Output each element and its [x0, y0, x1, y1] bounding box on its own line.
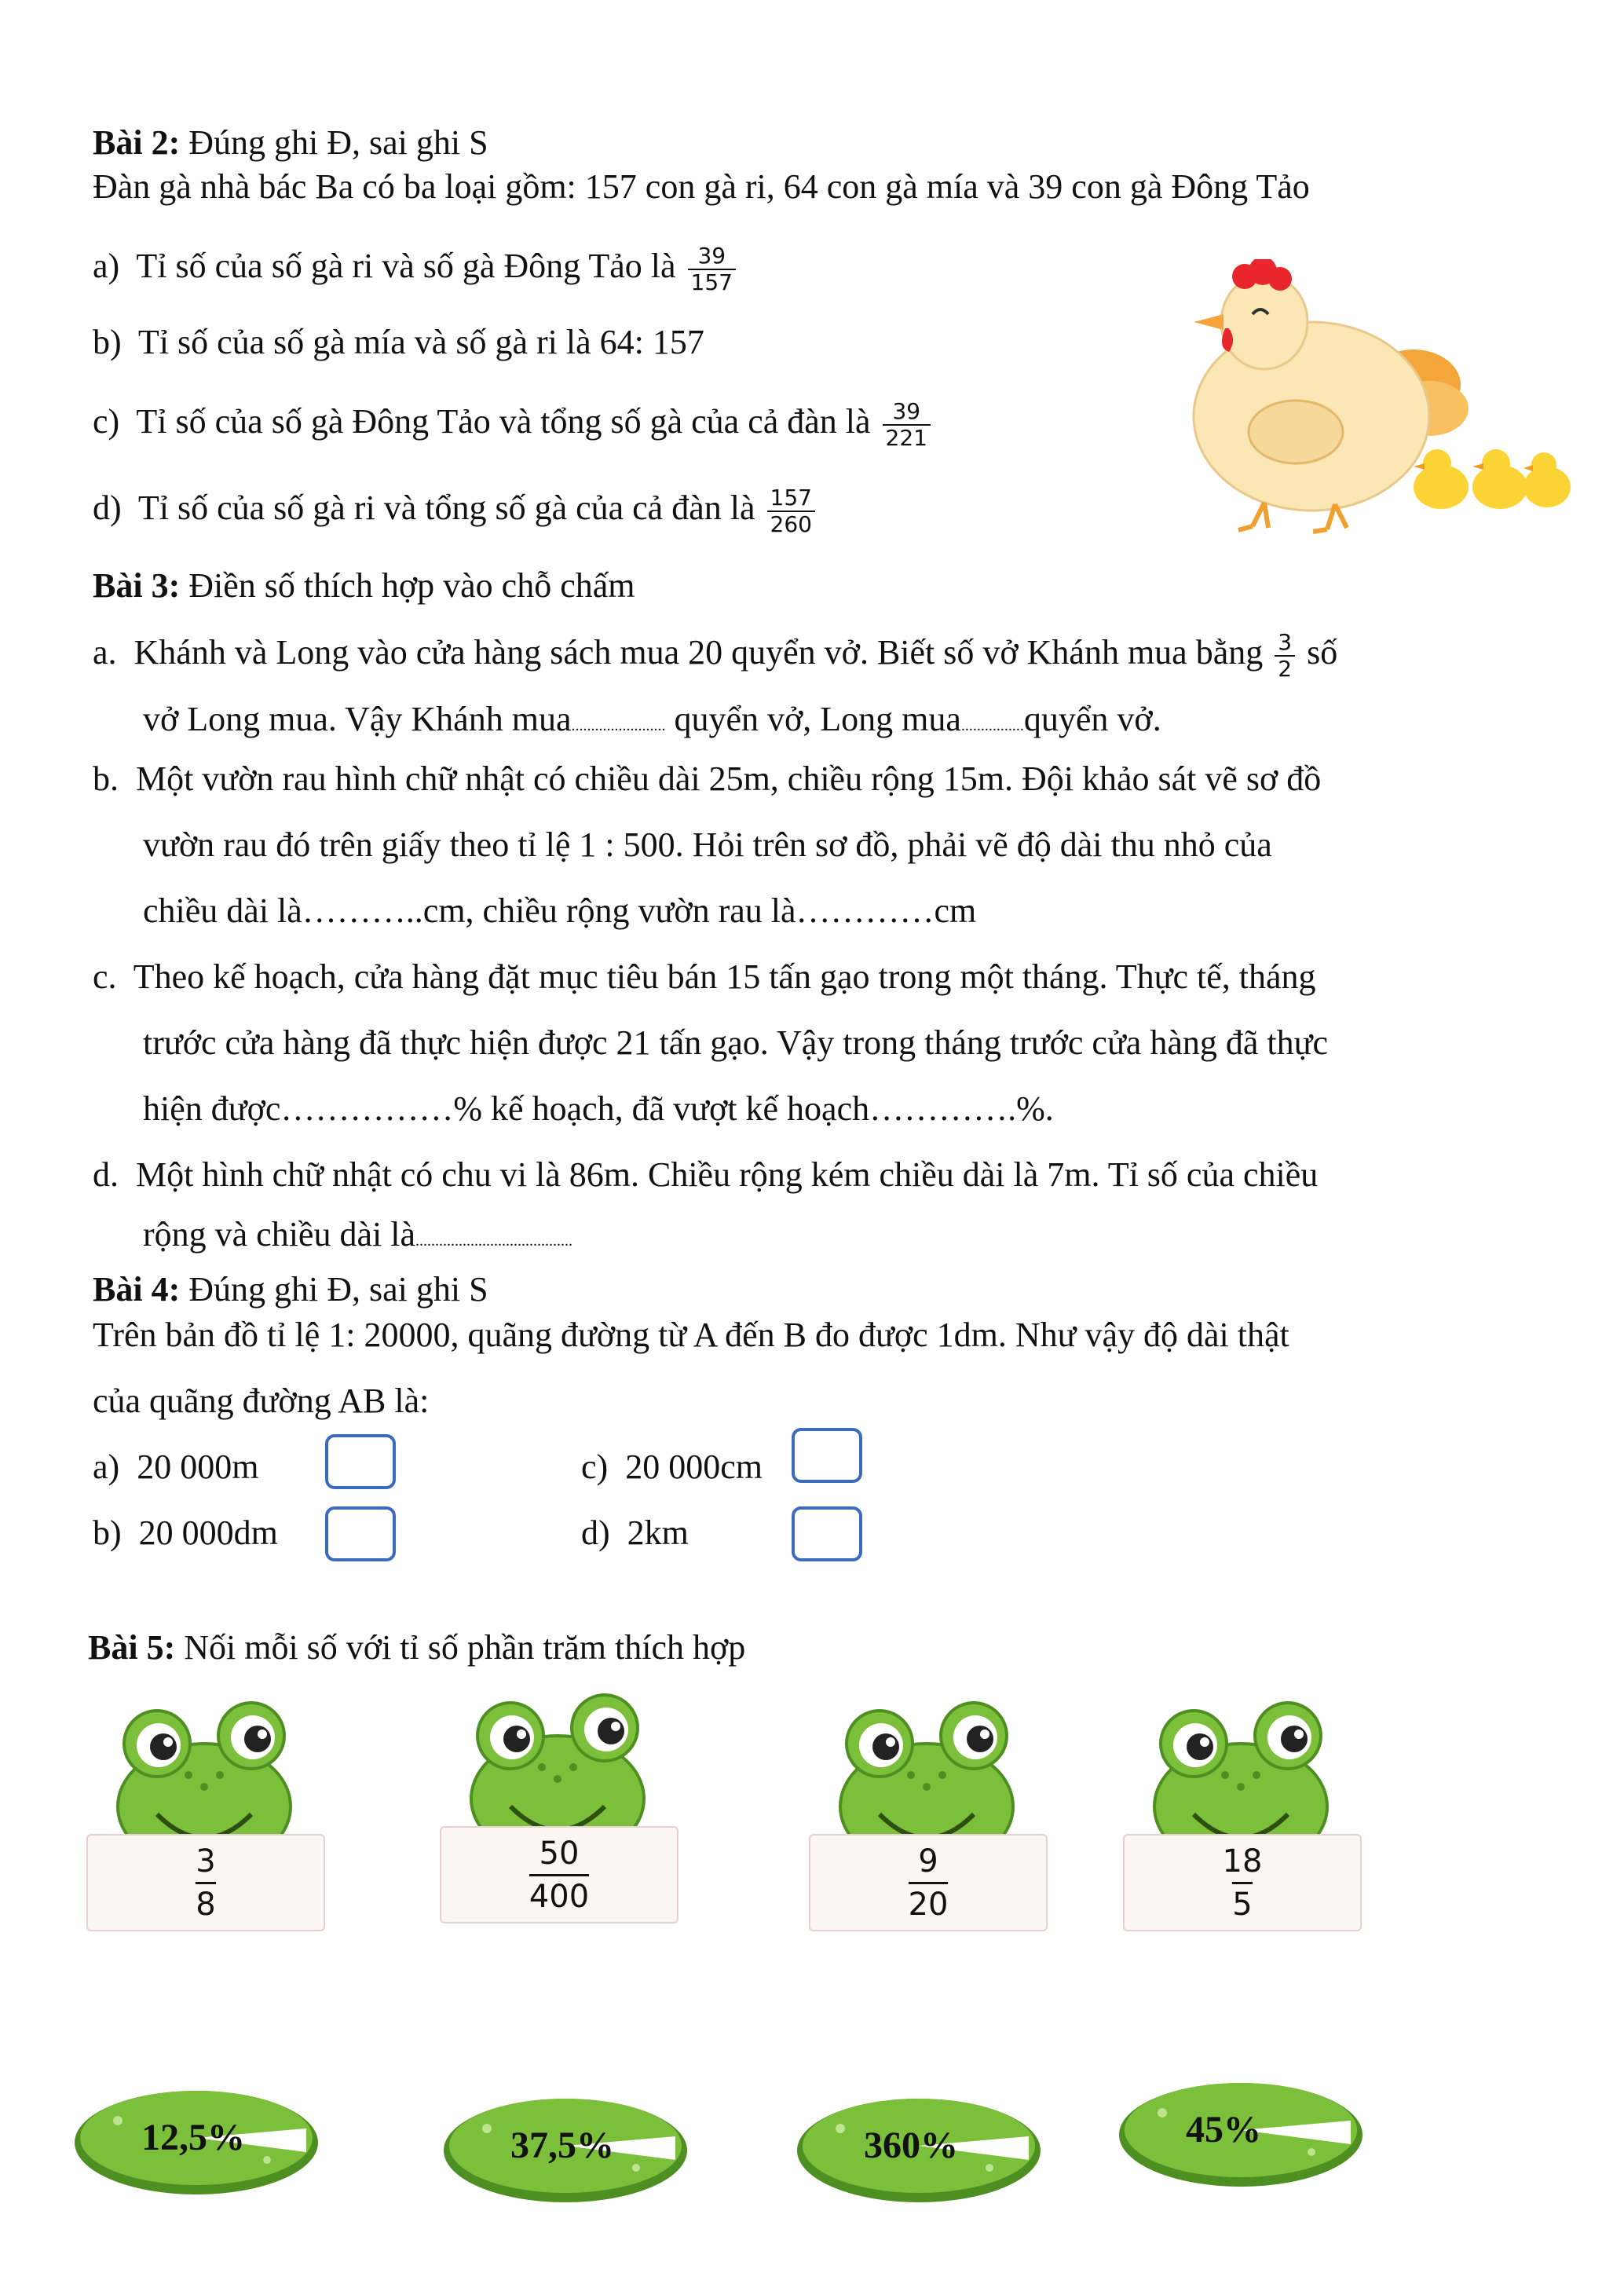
bai3-instruction: Điền số thích hợp vào chỗ chấm — [188, 566, 635, 605]
frog-fraction — [1223, 1841, 1263, 1925]
fraction-denominator: 400 — [529, 1874, 589, 1917]
bai4-option-a — [93, 1445, 258, 1489]
item-label: b. — [93, 760, 119, 798]
item-text: Tỉ số của số gà mía và số gà ri là 64: 157 — [137, 323, 704, 361]
bai3-b-line1 — [93, 757, 1321, 801]
item-label: d) — [93, 489, 122, 528]
bai4-option-d — [581, 1511, 689, 1555]
fraction-numerator: 9 — [918, 1843, 938, 1880]
bai3-d-line1 — [93, 1153, 1318, 1197]
bai2-heading — [93, 121, 488, 165]
fraction-numerator: 3 — [196, 1843, 216, 1880]
frog-sign — [809, 1834, 1048, 1931]
bai3-c-line3[interactable]: hiện được……………% kế hoạch, đã vượt kế hoạch………….%. — [143, 1089, 1054, 1128]
answer-box-c[interactable] — [792, 1428, 862, 1483]
bai2-item-c — [93, 399, 934, 451]
item-text: Khánh và Long vào cửa hàng sách mua 20 quyển vở. Biết số vở Khánh mua bằng — [134, 633, 1264, 672]
bai3-b-line3[interactable]: chiều dài là………..cm, chiều rộng vườn rau là…………cm — [143, 891, 977, 930]
item-text: số — [1307, 633, 1338, 672]
item-text: quyển vở. — [1023, 700, 1161, 738]
fraction-numerator: 18 — [1222, 1843, 1263, 1880]
bai3-heading — [93, 564, 635, 608]
bai3-a-line1 — [93, 630, 1337, 682]
fraction: $\frac{157}{260}$ — [767, 485, 815, 537]
bai3-a-line2 — [143, 697, 1161, 748]
percent-label: 37,5% — [510, 2125, 614, 2166]
lily-pad[interactable] — [71, 2081, 322, 2199]
percent-label: 45% — [1186, 2109, 1261, 2150]
option-text: 20 000cm — [625, 1448, 763, 1486]
item-text: Tỉ số của số gà ri và số gà Đông Tảo là — [136, 247, 676, 286]
bai2-intro: Đàn gà nhà bác Ba có ba loại gồm: 157 con gà ri, 64 con gà mía và 39 con gà Đông Tảo — [93, 167, 1310, 206]
bai4-title: Bài 4: — [93, 1270, 181, 1309]
bai5-title: Bài 5: — [88, 1628, 176, 1667]
option-text: 20 000dm — [138, 1514, 278, 1552]
bai2-item-b — [93, 320, 704, 364]
frog-sign — [1123, 1834, 1362, 1931]
bai4-line2: của quãng đường AB là: — [93, 1382, 430, 1420]
frog-card[interactable] — [817, 1689, 1052, 1940]
frog-card[interactable] — [94, 1689, 330, 1940]
option-label: b) — [93, 1514, 122, 1552]
item-label: d. — [93, 1155, 119, 1194]
frog-fraction — [196, 1841, 215, 1925]
hen-head — [1221, 275, 1308, 369]
option-label: c) — [581, 1448, 609, 1486]
bai3-b-line2: vườn rau đó trên giấy theo tỉ lệ 1 : 500. Hỏi trên sơ đồ, phải vẽ độ dài thu nhỏ của — [143, 825, 1272, 864]
option-label: a) — [93, 1448, 120, 1486]
fraction-numerator: 50 — [539, 1835, 580, 1872]
bai2-title: Bài 2: — [93, 123, 181, 162]
item-text: Tỉ số của số gà Đông Tảo và tổng số gà của cả đàn là — [136, 402, 871, 441]
item-label: c) — [93, 402, 120, 441]
fraction: $\frac{39}{221}$ — [883, 399, 931, 451]
bai4-option-b — [93, 1511, 278, 1555]
frog-fraction — [529, 1833, 589, 1917]
bai4-line1: Trên bản đồ tỉ lệ 1: 20000, quãng đường từ A đến B đo được 1dm. Như vậy độ dài thật — [93, 1316, 1289, 1354]
bai4-heading — [93, 1268, 488, 1312]
frog-fraction — [909, 1841, 949, 1925]
item-text: quyển vở, Long mua — [674, 700, 961, 738]
item-label: c. — [93, 957, 117, 996]
hen-illustration — [1178, 259, 1571, 558]
item-text: Một vườn rau hình chữ nhật có chiều dài 25m, chiều rộng 15m. Đội khảo sát vẽ sơ đồ — [136, 760, 1322, 798]
hen-wing — [1249, 401, 1343, 463]
bai3-c-line1 — [93, 955, 1316, 999]
frog-card[interactable] — [1131, 1689, 1366, 1940]
bai3-d-line2 — [143, 1213, 572, 1263]
frog-sign — [86, 1834, 325, 1931]
fraction: $\frac{39}{157}$ — [688, 243, 736, 295]
bai5-instruction: Nối mỗi số với tỉ số phần trăm thích hợp — [184, 1628, 746, 1667]
item-label: a. — [93, 633, 117, 672]
bai4-option-c — [581, 1445, 763, 1489]
bai2-instruction: Đúng ghi Đ, sai ghi S — [188, 123, 488, 162]
option-text: 20 000m — [137, 1448, 259, 1486]
item-label: a) — [93, 247, 120, 286]
item-text: vở Long mua. Vậy Khánh mua — [143, 700, 572, 738]
bai5-heading — [88, 1626, 745, 1670]
hen-beak — [1194, 314, 1223, 330]
percent-label: 360% — [864, 2125, 958, 2166]
bai2-item-d — [93, 485, 818, 537]
answer-box-b[interactable] — [325, 1506, 396, 1561]
lily-pad[interactable] — [793, 2089, 1044, 2207]
option-text: 2km — [627, 1514, 689, 1552]
fraction: $\frac{3}{2}$ — [1275, 630, 1295, 682]
bai3-c-line2: trước cửa hàng đã thực hiện được 21 tấn gạo. Vậy trong tháng trước cửa hàng đã thực — [143, 1023, 1328, 1062]
blank-dots[interactable]: ........................................ — [415, 1232, 572, 1250]
lily-pad[interactable] — [440, 2089, 691, 2207]
fraction-denominator: 20 — [909, 1882, 949, 1925]
percent-label: 12,5% — [141, 2117, 245, 2158]
answer-box-a[interactable] — [325, 1434, 396, 1489]
blank-dots[interactable]: ................ — [960, 717, 1024, 734]
option-label: d) — [581, 1514, 610, 1552]
lily-pad[interactable] — [1115, 2074, 1366, 2191]
bai2-item-a — [93, 243, 739, 295]
chick-icons — [1414, 449, 1571, 509]
item-text: rộng và chiều dài là — [143, 1215, 415, 1254]
item-label: b) — [93, 323, 122, 361]
item-text: Tỉ số của số gà ri và tổng số gà của cả đàn là — [137, 489, 755, 528]
bai3-title: Bài 3: — [93, 566, 181, 605]
fraction-denominator: 8 — [196, 1882, 215, 1925]
fraction-denominator: 5 — [1232, 1882, 1252, 1925]
bai4-instruction: Đúng ghi Đ, sai ghi S — [188, 1270, 488, 1309]
item-text: Theo kế hoạch, cửa hàng đặt mục tiêu bán 15 tấn gạo trong một tháng. Thực tế, tháng — [133, 957, 1316, 996]
blank-dots[interactable]: ........................ — [571, 717, 666, 734]
frog-card[interactable] — [448, 1681, 683, 1932]
item-text: Một hình chữ nhật có chu vi là 86m. Chiều rộng kém chiều dài là 7m. Tỉ số của chiều — [136, 1155, 1319, 1194]
answer-box-d[interactable] — [792, 1506, 862, 1561]
frog-sign — [440, 1826, 678, 1923]
